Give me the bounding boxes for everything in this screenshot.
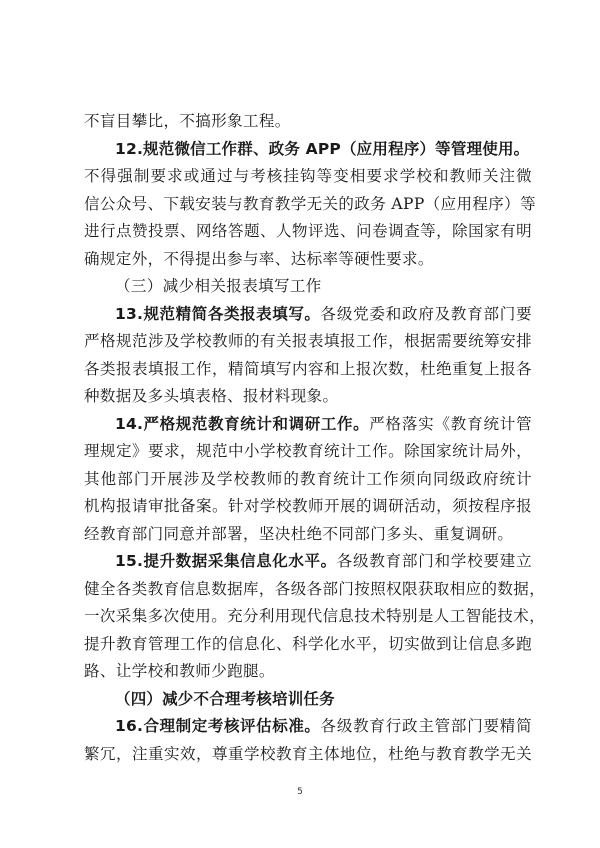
section-heading-4: （四）减少不合理考核培训任务 (115, 689, 335, 708)
text-line: 路、让学校和教师少跑腿。 (84, 662, 275, 680)
heading-text: 16.合理制定考核评估标准。 (115, 717, 321, 735)
item-heading-13 (84, 301, 532, 329)
page-number: 5 (297, 787, 303, 797)
item-heading-16 (84, 713, 532, 741)
text-line: 提升教育管理工作的信息化、科学化水平，切实做到让信息多跑 (84, 634, 532, 653)
item-heading-14 (84, 411, 532, 439)
heading-text: 14.严格规范教育统计和调研工作。 (115, 414, 370, 433)
section-heading-3: （三）减少相关报表填写工作 (115, 277, 322, 295)
item-heading-15 (84, 548, 532, 576)
text-line: 各类报表填报工作，精简填写内容和上报次数，杜绝重复上报各 (84, 359, 532, 378)
heading-rest-text: 各级教育部门和学校要建立 (336, 552, 532, 570)
heading-text: 13.规范精简各类报表填写。 (115, 304, 321, 323)
text-line: 种数据及多头填表格、报材料现象。 (84, 387, 339, 405)
text-line: 繁冗，注重实效，尊重学校教育主体地位，杜绝与教育教学无关 (84, 744, 532, 763)
text-line: 机构报请审批备案。针对学校教师开展的调研活动，须按程序报 (84, 497, 532, 515)
text-line: 理规定》要求，规范中小学校教育统计工作。除国家统计局外， (84, 442, 532, 460)
heading-text: 12.规范微信工作群、政务 APP（应用程序）等管理使用。 (115, 139, 530, 158)
text-line: 不得强制要求或通过与考核挂钩等变相要求学校和教师关注微 (84, 167, 532, 185)
heading-text: 15.提升数据采集信息化水平。 (115, 552, 337, 570)
text-line: 不盲目攀比，不搞形象工程。 (84, 112, 291, 130)
item-heading-12 (84, 136, 532, 164)
text-line: 严格规范涉及学校教师的有关报表填报工作，根据需要统筹安排 (84, 332, 532, 350)
heading-rest-text: 严格落实《教育统计管 (369, 414, 532, 433)
text-line: 信公众号、下载安装与教育教学无关的政务 APP（应用程序）等 (84, 194, 536, 213)
text-line: 进行点赞投票、网络答题、人物评选、问卷调查等，除国家有明 (84, 222, 532, 240)
text-line: 确规定外，不得提出参与率、达标率等硬性要求。 (84, 249, 434, 268)
text-line: 经教育部门同意并部署，坚决杜绝不同部门多头、重复调研。 (84, 524, 514, 543)
document-body (84, 108, 546, 768)
text-line: 健全各类教育信息数据库，各级各部门按照权限获取相应的数据， (84, 579, 546, 598)
text-line: 其他部门开展涉及学校教师的教育统计工作须向同级政府统计 (84, 469, 532, 488)
heading-rest-text: 各级教育行政主管部门要精简 (320, 717, 532, 735)
text-line: 一次采集多次使用。充分利用现代信息技术特别是人工智能技术， (84, 607, 546, 625)
heading-rest-text: 各级党委和政府及教育部门要 (320, 304, 532, 323)
